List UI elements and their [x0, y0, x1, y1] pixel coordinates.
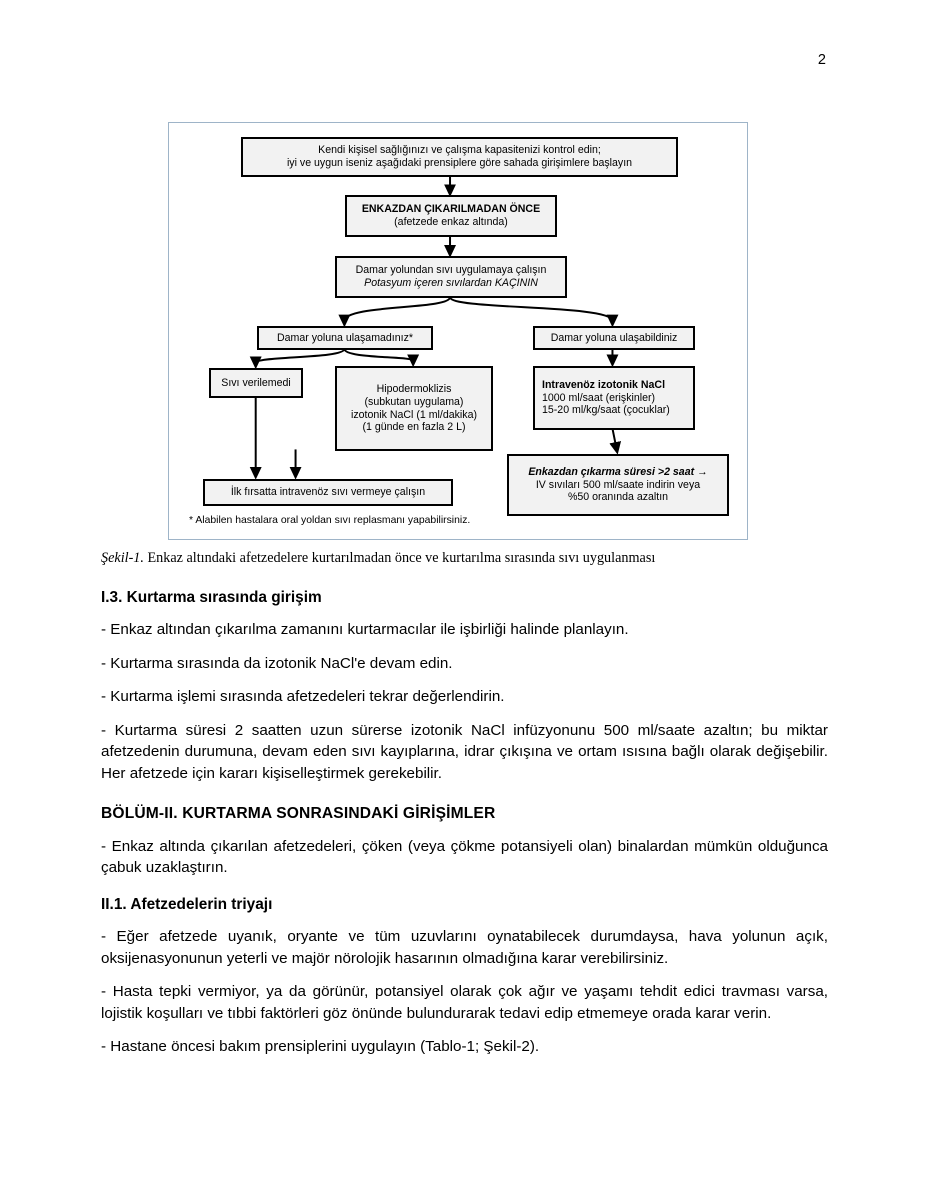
- flow-node-self-check-line2: iyi ve uygun iseniz aşağıdaki prensiplere göre sahada girişimlere başlayın: [286, 157, 633, 169]
- heading-ii-1: II.1. Afetzedelerin triyajı: [101, 895, 273, 913]
- flow-node-vascular-access-attempt-line1: Damar yolundan sıvı uygulamaya çalışın: [355, 264, 547, 277]
- flow-node-before-extrication-line1: ENKAZDAN ÇIKARILMADAN ÖNCE: [361, 203, 541, 216]
- flow-node-self-check-line1: Kendi kişisel sağlığınızı ve çalışma kapasitenizi kontrol edin;: [318, 144, 601, 157]
- heading-i-3: I.3. Kurtarma sırasında girişim: [101, 589, 322, 606]
- paragraph-7: - Hasta tepki vermiyor, ya da görünür, potansiyel olarak çok ağır ve yaşamı tehdit edici travması varsa, lojistik koşulları ve tıbbi faktörleri göz önünde bulundurarak tedavi edip etmemeye orada karar verin.: [101, 983, 828, 1022]
- flow-node-iv-isotonic-nacl: [533, 366, 695, 430]
- figure-1-flowchart: [168, 122, 748, 540]
- flow-node-attempt-iv-asap-line1: İlk fırsatta intravenöz sıvı vermeye çalışın: [230, 486, 426, 499]
- flow-node-vascular-access-obtained-line1: Damar yoluna ulaşabildiniz: [550, 331, 678, 344]
- figure-footnote: * Alabilen hastalara oral yoldan sıvı replasmanı yapabilirsiniz.: [189, 515, 471, 526]
- paragraph-6: - Eğer afetzede uyanık, oryante ve tüm uzuvlarını oynatabilecek durumdaysa, hava yolunun açık, oksijenasyonunun yeterli ve majör nörolojik hasarının olmadığına karar verebilirsiniz.: [101, 927, 828, 967]
- figure-caption-label: Şekil-1.: [101, 550, 144, 566]
- flow-node-hypodermoclysis-line1: Hipodermoklizis: [376, 382, 452, 395]
- paragraph-3: - Kurtarma işlemi sırasında afetzedeleri tekrar değerlendirin.: [101, 688, 505, 706]
- paragraph-5: - Enkaz altında çıkarılan afetzedeleri, çöken (veya çökme potansiyeli olan) binalardan mümkün olduğunca çabuk uzaklaştırın.: [101, 837, 828, 877]
- flow-node-vascular-access-attempt-line2: Potasyum içeren sıvılardan KAÇININ: [364, 277, 538, 289]
- paragraph-4: - Kurtarma süresi 2 saatten uzun sürerse izotonik NaCl infüzyonunu 500 ml/saate azaltın; bu miktar afetzedenin durumuna, devam eden sıvı kayıplarına, idrar çıkışına ve ortam ısısına bağlı olarak değişebilir. Her afetzede için kararı kişiselleştirmek gerekebilir.: [101, 721, 828, 782]
- flow-node-before-extrication: [345, 195, 557, 237]
- flow-node-iv-isotonic-nacl-line3: 15-20 ml/kg/saat (çocuklar): [542, 404, 670, 417]
- flowchart-canvas: [169, 123, 747, 539]
- flow-node-self-check: [241, 137, 678, 177]
- flow-node-hypodermoclysis-line4: (1 günde en fazla 2 L): [362, 421, 466, 434]
- flow-node-vascular-access-attempt: [335, 256, 567, 298]
- flow-node-hypodermoclysis-line3: izotonik NaCl (1 ml/dakika): [351, 408, 477, 421]
- heading-bolum-ii: BÖLÜM-II. KURTARMA SONRASINDAKİ GİRİŞİMLER: [101, 805, 496, 823]
- flow-node-vascular-access-obtained: [533, 326, 695, 350]
- page-number: 2: [817, 52, 826, 68]
- flow-node-attempt-iv-asap: [203, 479, 453, 506]
- flow-node-reduce-infusion-rate-line1: Enkazdan çıkarma süresi >2 saat →: [528, 465, 708, 478]
- flow-node-hypodermoclysis-line2: (subkutan uygulama): [364, 395, 464, 408]
- flow-node-reduce-infusion-rate-line3: %50 oranında azaltın: [567, 491, 669, 504]
- flow-node-hypodermoclysis: [335, 366, 493, 451]
- flow-node-no-vascular-access: [257, 326, 433, 350]
- figure-caption: [101, 550, 841, 568]
- paragraph-2: - Kurtarma sırasında da izotonik NaCl'e devam edin.: [101, 654, 453, 672]
- paragraph-1: - Enkaz altından çıkarılma zamanını kurtarmacılar ile işbirliği halinde planlayın.: [101, 621, 629, 639]
- flow-node-no-fluid-given-line1: Sıvı verilemedi: [221, 376, 291, 389]
- flow-node-before-extrication-line2: (afetzede enkaz altında): [394, 216, 508, 228]
- document-body: [101, 578, 828, 1058]
- flow-node-iv-isotonic-nacl-line1: Intravenöz izotonik NaCl: [542, 378, 666, 391]
- paragraph-8: - Hastane öncesi bakım prensiplerini uygulayın (Tablo-1; Şekil-2).: [101, 1038, 540, 1056]
- flow-node-reduce-infusion-rate: [507, 454, 729, 516]
- figure-caption-text: Enkaz altındaki afetzedelere kurtarılmadan önce ve kurtarılma sırasında sıvı uygulanması: [143, 550, 656, 566]
- flow-node-no-vascular-access-line1: Damar yoluna ulaşamadınız*: [276, 331, 414, 344]
- flow-node-reduce-infusion-rate-line2: IV sıvıları 500 ml/saate indirin veya: [535, 478, 701, 491]
- flow-node-iv-isotonic-nacl-line2: 1000 ml/saat (erişkinler): [542, 391, 656, 404]
- flow-node-no-fluid-given: [209, 368, 303, 398]
